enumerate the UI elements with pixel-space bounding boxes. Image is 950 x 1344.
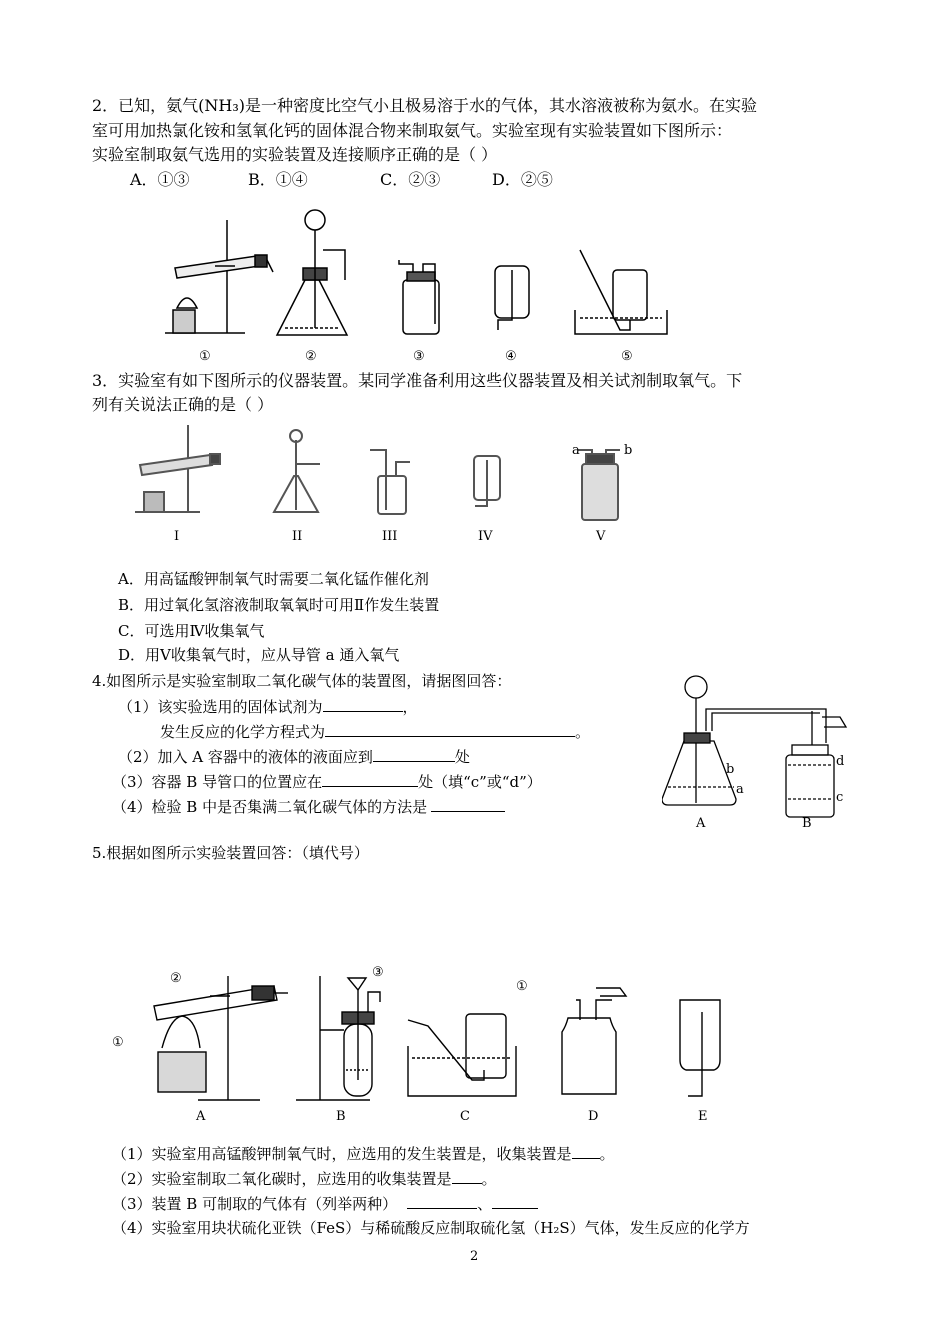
q4-fig-A: A bbox=[696, 816, 706, 831]
q2-fig-label-4: ④ bbox=[505, 349, 517, 364]
q3-fig-label-4: IV bbox=[478, 529, 493, 544]
q5-fig-mark-4: ① bbox=[516, 979, 528, 994]
q5-fig-label-D: D bbox=[588, 1109, 599, 1124]
q4-fig-b: b bbox=[726, 762, 735, 777]
q3-fig-label-5: V bbox=[596, 529, 606, 544]
q4-sub3 bbox=[112, 770, 542, 793]
q3-option-d: D．用Ⅴ收集氧气时，应从导管 a 通入氧气 bbox=[118, 646, 400, 664]
q3-line1: 3．实验室有如下图所示的仪器装置。某同学准备利用这些仪器装置及相关试剂制取氧气。下 bbox=[92, 371, 743, 390]
q2-option-c: C．②③ bbox=[380, 170, 441, 189]
q5-sub2-end: 。 bbox=[481, 1170, 497, 1188]
q5-apparatus-figure bbox=[110, 960, 740, 1130]
q4-blank-2[interactable] bbox=[325, 720, 575, 737]
q5-sub3 bbox=[112, 1192, 538, 1215]
q5-fig-label-B: B bbox=[336, 1109, 346, 1124]
q4-sub3-end: 处（填“c”或“d”） bbox=[418, 773, 542, 791]
q4-sub2-text: （2）加入 A 容器中的液体的液面应到 bbox=[118, 748, 373, 766]
q5-fig-label-E: E bbox=[698, 1109, 708, 1124]
q2-option-a: A．①③ bbox=[130, 170, 190, 189]
q2-option-d: D．②⑤ bbox=[492, 170, 553, 189]
q4-sub1a-text: （1）该实验选用的固体试剂为 bbox=[118, 698, 323, 716]
q3-fig-label-1: I bbox=[174, 529, 180, 544]
q5-line1: 5.根据如图所示实验装置回答：（填代号） bbox=[92, 844, 369, 862]
q5-fig-mark-1: ① bbox=[112, 1035, 124, 1050]
q4-sub4 bbox=[112, 795, 505, 818]
q4-fig-B: B bbox=[802, 816, 812, 831]
q2-fig-label-1: ① bbox=[199, 349, 211, 364]
q5-sub3-mid: 、 bbox=[477, 1195, 493, 1213]
q4-sub4-text: （4）检验 B 中是否集满二氧化碳气体的方法是 bbox=[112, 798, 428, 816]
q5-fig-label-A: A bbox=[196, 1109, 206, 1124]
q5-sub1-end: 。 bbox=[599, 1145, 615, 1163]
q2-line2: 室可用加热氯化铵和氢氧化钙的固体混合物来制取氨气。实验室现有实验装置如下图所示： bbox=[92, 121, 733, 140]
q4-sub1b bbox=[160, 720, 590, 743]
q3-apparatus-figure bbox=[130, 420, 650, 550]
q4-sub2 bbox=[118, 745, 470, 768]
q5-blank-1[interactable] bbox=[572, 1142, 600, 1159]
q4-apparatus-figure bbox=[662, 665, 852, 835]
q3-fig-a: a bbox=[572, 443, 580, 458]
q3-option-b: B．用过氧化氢溶液制取氧氧时可用Ⅱ作发生装置 bbox=[118, 596, 440, 614]
q5-fig-label-C: C bbox=[460, 1109, 470, 1124]
q3-fig-label-2: II bbox=[292, 529, 303, 544]
q4-sub2-end: 处 bbox=[454, 748, 470, 766]
q4-sub3-text: （3）容器 B 导管口的位置应在 bbox=[112, 773, 323, 791]
q5-blank-3[interactable] bbox=[407, 1192, 477, 1209]
q5-sub4: （4）实验室用块状硫化亚铁（FeS）与稀硫酸反应制取硫化氢（H₂S）气体，发生反应的化学方 bbox=[112, 1219, 750, 1237]
q5-sub3-text: （3）装置 B 可制取的气体有（列举两种） bbox=[112, 1195, 398, 1213]
q4-sub1b-text: 发生反应的化学方程式为 bbox=[160, 723, 326, 741]
q4-sub1b-end: 。 bbox=[575, 723, 591, 741]
q5-fig-mark-2: ② bbox=[170, 971, 182, 986]
q3-fig-label-3: III bbox=[382, 529, 398, 544]
q2-line3: 实验室制取氨气选用的实验装置及连接顺序正确的是（ ） bbox=[92, 145, 498, 164]
q3-fig-b: b bbox=[624, 443, 633, 458]
q3-option-c: C．可选用Ⅳ收集氧气 bbox=[118, 622, 265, 640]
q2-option-b: B．①④ bbox=[248, 170, 308, 189]
q4-blank-4[interactable] bbox=[322, 770, 418, 787]
q3-option-a: A．用高锰酸钾制氧气时需要二氧化锰作催化剂 bbox=[118, 570, 429, 588]
q2-fig-label-3: ③ bbox=[413, 349, 425, 364]
q4-blank-1[interactable] bbox=[323, 695, 403, 712]
page-number: 2 bbox=[470, 1249, 479, 1264]
q5-sub1 bbox=[112, 1142, 615, 1165]
q2-fig-label-5: ⑤ bbox=[621, 349, 633, 364]
q4-fig-d: d bbox=[836, 754, 845, 769]
q4-fig-c: c bbox=[836, 790, 844, 805]
q2-apparatus-figure bbox=[155, 200, 675, 365]
q5-sub2-text: （2）实验室制取二氧化碳时，应选用的收集装置是 bbox=[112, 1170, 452, 1188]
q4-fig-a: a bbox=[736, 782, 744, 797]
q4-blank-5[interactable] bbox=[431, 795, 505, 812]
q5-blank-2[interactable] bbox=[452, 1167, 482, 1184]
q5-blank-4[interactable] bbox=[492, 1192, 538, 1209]
q4-sub1a-end: ， bbox=[402, 698, 418, 716]
q3-line2: 列有关说法正确的是（ ） bbox=[92, 395, 274, 414]
q2-fig-label-2: ② bbox=[305, 349, 317, 364]
q5-sub2 bbox=[112, 1167, 497, 1190]
q4-sub1a bbox=[118, 695, 418, 718]
q5-fig-mark-3: ③ bbox=[372, 965, 384, 980]
q5-sub1-text: （1）实验室用高锰酸钾制氧气时，应选用的发生装置是，收集装置是 bbox=[112, 1145, 572, 1163]
q2-line1: 2．已知，氨气(NH₃)是一种密度比空气小且极易溶于水的气体，其水溶液被称为氨水。在实验 bbox=[92, 96, 758, 115]
q4-line1: 4.如图所示是实验室制取二氧化碳气体的装置图，请据图回答： bbox=[92, 672, 512, 690]
q4-blank-3[interactable] bbox=[373, 745, 455, 762]
